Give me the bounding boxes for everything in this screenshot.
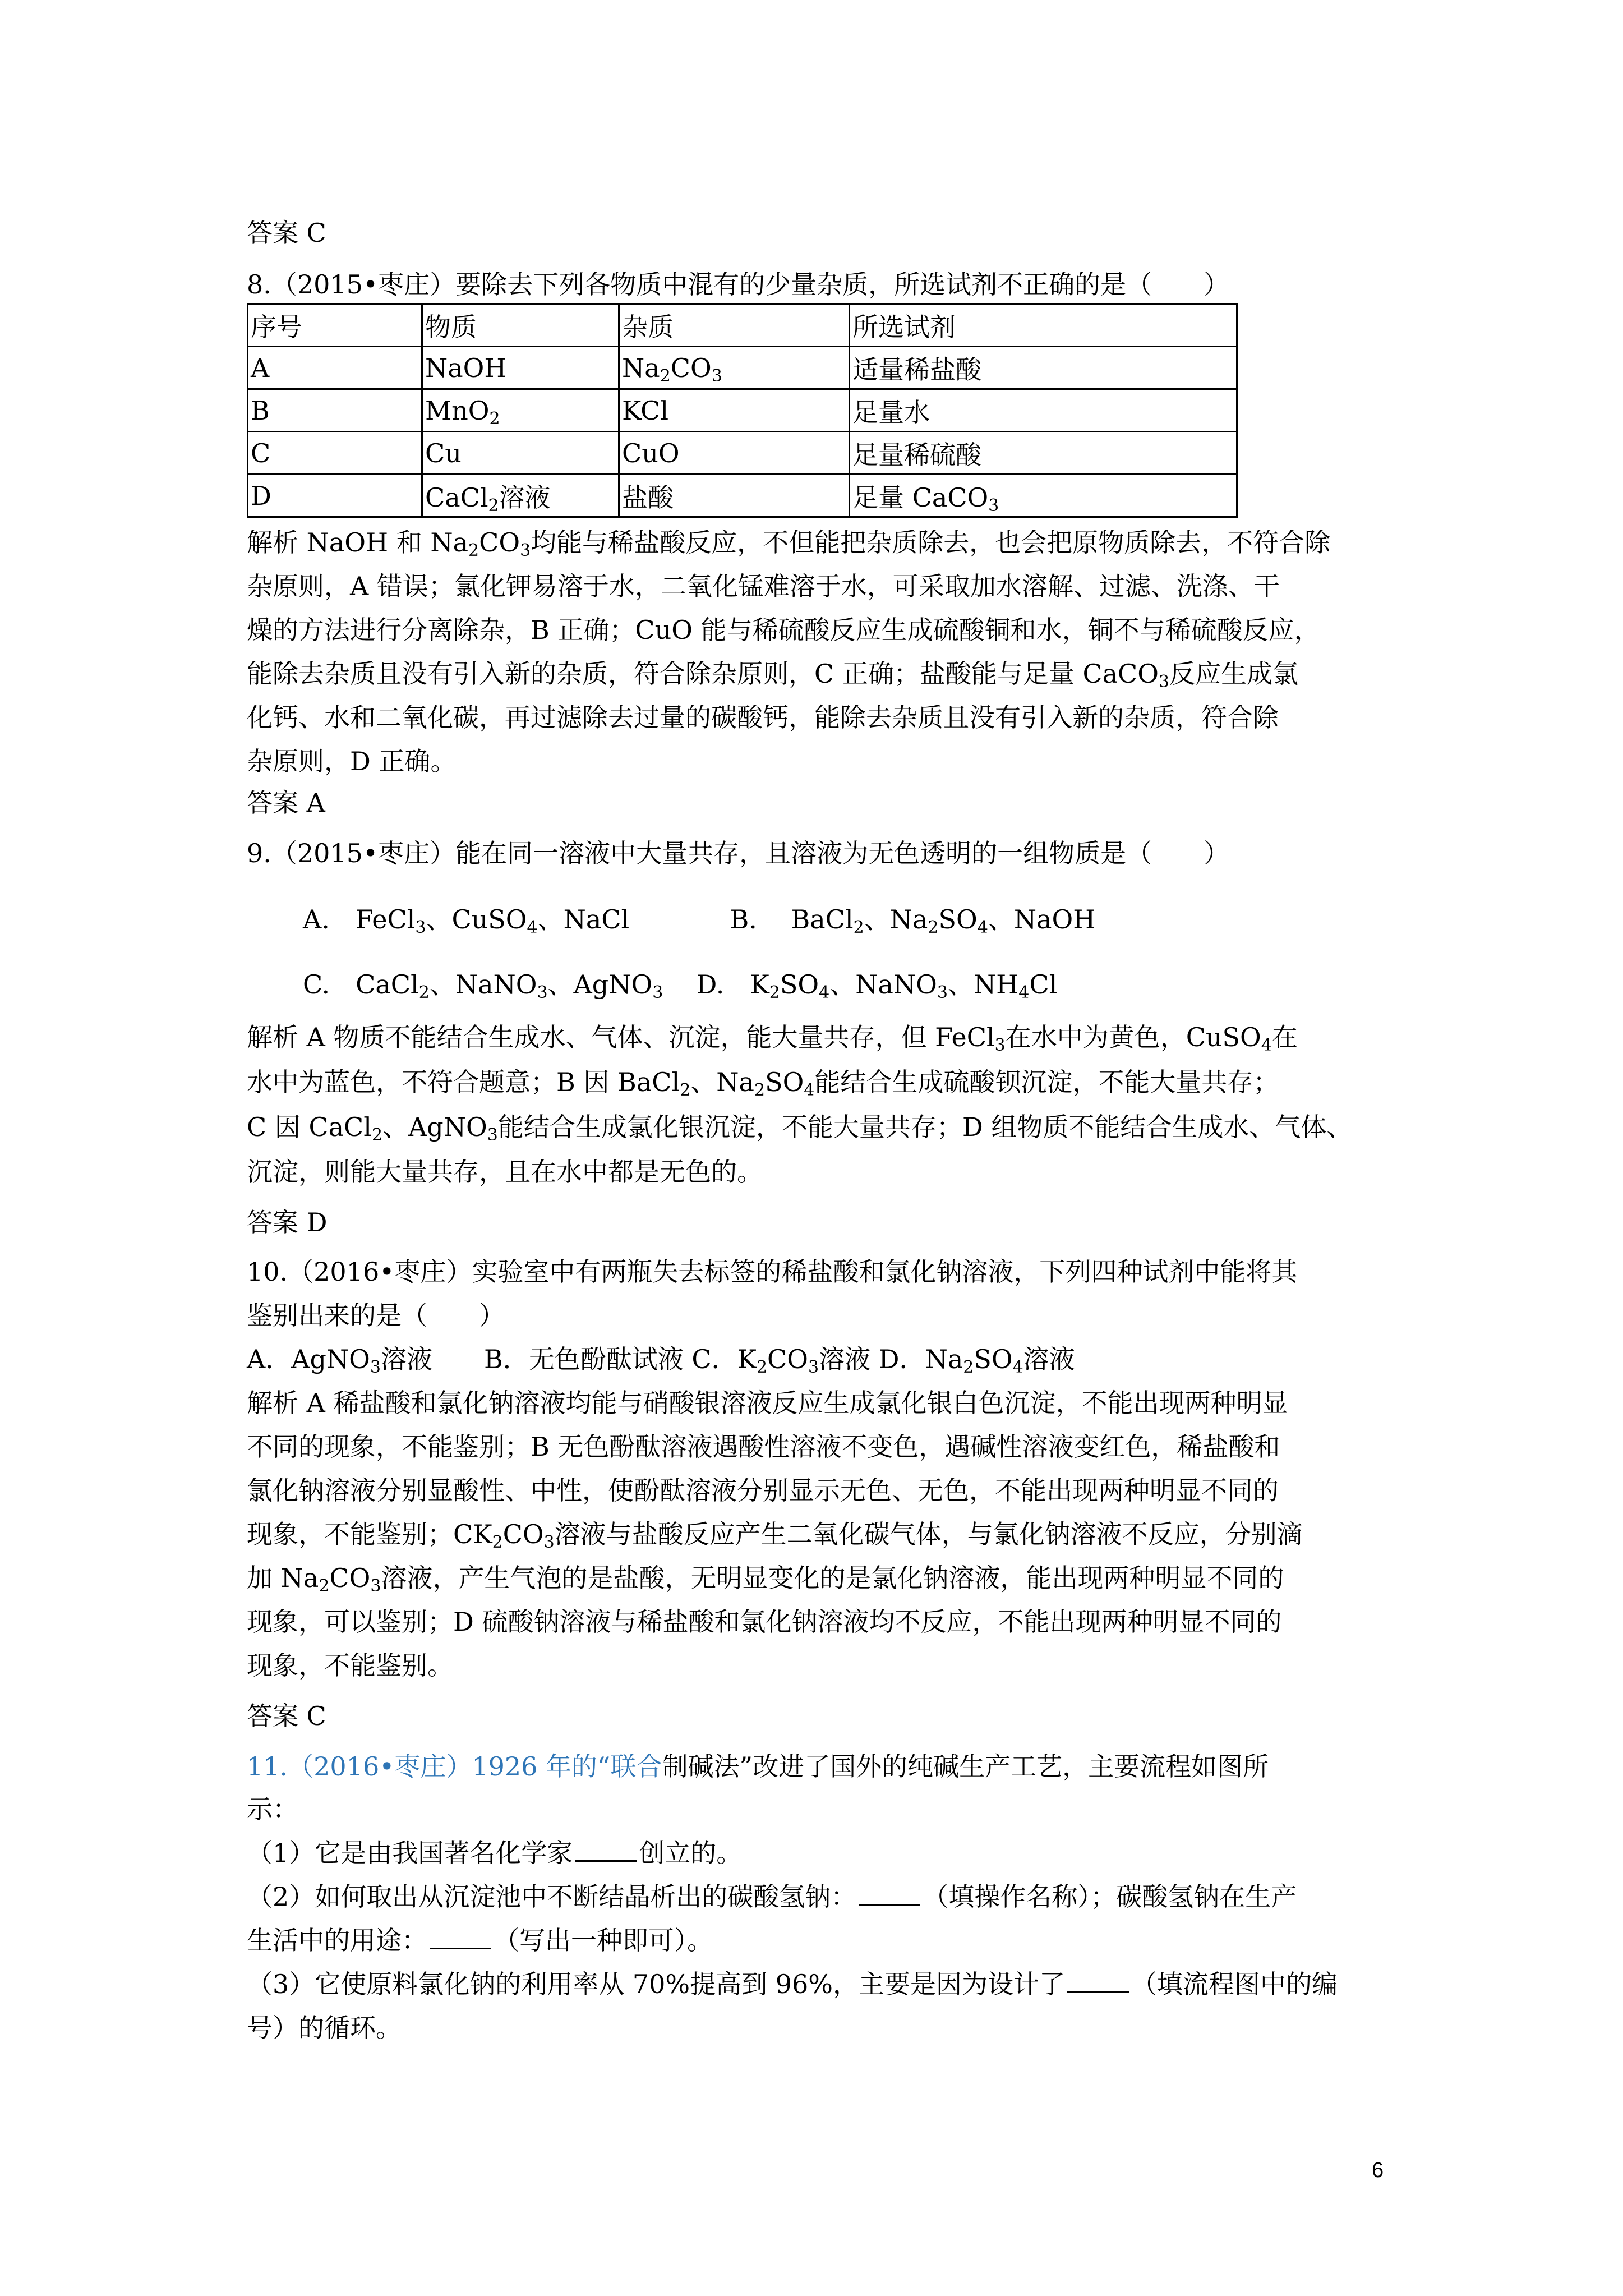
q9-analysis-line [247,1015,1391,1059]
formula-part: 足量 CaCO [852,482,989,513]
q7-answer: 答案 C [247,218,326,248]
answer-blank[interactable] [430,1925,491,1949]
subscript: 3 [537,983,548,1002]
q9-analysis-line: 沉淀，则能大量共存，且在水中都是无色的。 [247,1157,763,1187]
q10-stem-line: 10.（2016•枣庄）实验室中有两瓶失去标签的稀盐酸和氯化钠溶液，下列四种试剂中能将其 [247,1257,1298,1287]
text-run: 11.（2016•枣庄）1926 年的“联合 [247,1751,662,1782]
table-row [248,389,1237,432]
text-run: CO [767,1344,808,1374]
q10-analysis-line: 现象，可以鉴别；D 硫酸钠溶液与稀盐酸和氯化钠溶液均不反应，不能出现两种明显不同的 [247,1607,1282,1637]
formula-part: CaCl [425,482,488,513]
table-row [248,432,1237,475]
text-run: Cl [1029,969,1058,1000]
subscript: 3 [711,366,722,386]
q10-analysis-line [247,1556,1391,1600]
table-row [248,475,1237,517]
table-cell: C [248,432,422,475]
subscript: 2 [853,918,864,937]
text-run: SO [780,969,819,1000]
text-run: 解析 A 物质不能结合生成水、气体、沉淀，能大量共存，但 FeCl [247,1022,995,1052]
text-run: 生活中的用途： [247,1925,427,1955]
subscript: 3 [415,918,426,937]
text-run: （填流程图中的编 [1131,1969,1338,1999]
text-run: 溶液 [1023,1344,1075,1374]
text-run: A. FeCl [303,904,416,935]
subscript: 4 [977,918,988,937]
q11-part3-cont: 号）的循环。 [247,2013,402,2043]
q10-options [247,1337,1391,1381]
q10-analysis-line: 解析 A 稀盐酸和氯化钠溶液均能与硝酸银溶液反应生成氯化银白色沉淀，不能出现两种明显 [247,1388,1288,1418]
formula-part: 溶液 [499,482,551,513]
text-run: 溶液，产生气泡的是盐酸，无明显变化的是氯化钠溶液，能出现两种明显不同的 [381,1563,1284,1593]
q11-part1 [247,1831,1391,1875]
subscript: 3 [543,1533,555,1552]
table-cell: CuO [619,432,850,475]
subscript: 3 [1158,672,1170,692]
text-run: CO [329,1563,371,1593]
text-run: 解析 NaOH 和 Na [247,527,469,558]
formula-part: MnO [425,395,490,426]
subscript: 4 [1012,1358,1023,1377]
text-run: 、NaNO [829,969,937,1000]
q8-analysis-line: 燥的方法进行分离除杂，B 正确；CuO 能与稀硫酸反应生成硫酸铜和水，铜不与稀硫酸反应， [247,615,1320,645]
table-cell [850,475,1237,517]
option-b [730,904,1095,935]
q10-analysis-line: 不同的现象，不能鉴别；B 无色酚酞溶液遇酸性溶液不变色，遇碱性溶液变红色，稀盐酸和 [247,1432,1280,1462]
subscript: 3 [994,1036,1006,1055]
text-run: C 因 CaCl [247,1112,372,1142]
subscript: 3 [370,1358,381,1377]
q11-part3 [247,1962,1391,2006]
q11-part2 [247,1875,1391,1918]
subscript: 2 [769,983,780,1002]
subscript: 2 [468,541,479,560]
q9-stem: 9.（2015•枣庄）能在同一溶液中大量共存，且溶液为无色透明的一组物质是（ ） [247,838,1230,868]
text-run: 、NaOH [988,904,1096,935]
option-c [303,969,663,1000]
option-d [697,969,1058,1000]
q8-analysis-line: 杂原则，D 正确。 [247,746,457,776]
q10-analysis-line: 氯化钠溶液分别显酸性、中性，使酚酞溶液分别显示无色、无色，不能出现两种明显不同的 [247,1475,1279,1506]
table-cell [422,389,619,432]
q9-analysis-line [247,1060,1391,1104]
answer-blank[interactable] [859,1881,920,1906]
q10-analysis-line [247,1512,1391,1556]
table-header-row [248,304,1237,347]
table-header-cell: 序号 [248,304,422,347]
subscript: 4 [527,918,538,937]
q8-analysis-line: 杂原则，A 错误；氯化钾易溶于水，二氧化锰难溶于水，可采取加水溶解、过滤、洗涤、干 [247,571,1280,601]
text-run: 制碱法”改进了国外的纯碱生产工艺，主要流程如图所 [662,1751,1269,1782]
subscript: 2 [963,1358,974,1377]
text-run: 溶液 B．无色酚酞试液 C．K [380,1344,757,1374]
subscript: 2 [660,366,671,386]
q8-analysis-line [247,521,1391,564]
q10-answer: 答案 C [247,1701,326,1731]
subscript: 2 [319,1576,330,1596]
text-run: 在水中为黄色，CuSO [1005,1022,1261,1052]
subscript: 3 [652,983,663,1002]
text-run: 、AgNO [547,969,653,1000]
subscript: 3 [520,541,531,560]
table-cell: NaOH [422,347,619,389]
q8-table [247,303,1238,518]
table-cell: B [248,389,422,432]
text-run: 加 Na [247,1563,319,1593]
text-run: （1）它是由我国著名化学家 [247,1838,573,1868]
q9-analysis-line [247,1105,1391,1149]
subscript: 3 [487,1125,498,1145]
subscript: 3 [808,1358,819,1377]
subscript: 3 [988,495,999,516]
text-run: 、Na [690,1067,754,1097]
text-run: 能结合生成硫酸钡沉淀，不能大量共存； [814,1067,1279,1097]
subscript: 4 [1018,983,1030,1002]
table-row [248,347,1237,389]
text-run: 、Na [864,904,928,935]
text-run: 、NaNO [429,969,537,1000]
q8-stem: 8.（2015•枣庄）要除去下列各物质中混有的少量杂质，所选试剂不正确的是（ ） [247,269,1230,300]
text-run: CO [479,527,520,558]
subscript: 4 [819,983,830,1002]
option-a [303,904,629,935]
formula-part: CO [670,352,712,383]
table-cell: KCl [619,389,850,432]
text-run: A．AgNO [247,1344,370,1374]
text-run: 、NaCl [537,904,630,935]
table-cell: Cu [422,432,619,475]
table-cell: 盐酸 [619,475,850,517]
q8-analysis-line [247,652,1391,696]
text-run: （写出一种即可）。 [494,1925,713,1955]
text-run: SO [938,904,978,935]
text-run: 、AgNO [382,1112,487,1142]
answer-blank[interactable] [1067,1969,1129,1993]
q11-part2-cont [247,1918,1391,1962]
text-run: 现象，不能鉴别；CK [247,1519,492,1549]
subscript: 3 [370,1576,381,1596]
text-run: 溶液与盐酸反应产生二氧化碳气体，与氯化钠溶液不反应，分别滴 [554,1519,1303,1549]
table-cell: A [248,347,422,389]
q11-stem-line: 示： [247,1794,298,1824]
text-run: （3）它使原料氯化钠的利用率从 70%提高到 96%，主要是因为设计了 [247,1969,1065,1999]
text-run: 能除去杂质且没有引入新的杂质，符合除杂原则，C 正确；盐酸能与足量 CaCO [247,659,1159,689]
table-cell: 适量稀盐酸 [850,347,1237,389]
q9-options-ab [303,898,1447,941]
text-run: SO [765,1067,804,1097]
text-run: 均能与稀盐酸反应，不但能把杂质除去，也会把原物质除去，不符合除 [531,527,1331,558]
table-cell [422,475,619,517]
q8-analysis-line: 化钙、水和二氧化碳，再过滤除去过量的碳酸钙，能除去杂质且没有引入新的杂质，符合除 [247,702,1279,733]
table-cell: D [248,475,422,517]
table-cell [619,347,850,389]
text-run: 、NH [947,969,1019,1000]
table-header-cell: 杂质 [619,304,850,347]
text-run: D. K [696,969,769,1000]
q8-answer: 答案 A [247,788,325,818]
table-header-cell: 所选试剂 [850,304,1237,347]
subscript: 2 [492,1533,503,1552]
text-run: 反应生成氯 [1169,659,1299,689]
text-run: CO [502,1519,544,1549]
text-run: 水中为蓝色，不符合题意；B 因 BaCl [247,1067,680,1097]
q11-stem-line [247,1745,1391,1788]
q9-options-cd [303,963,1447,1006]
text-run: 、CuSO [426,904,527,935]
text-run: 在 [1271,1022,1298,1052]
text-run: 能结合生成氯化银沉淀，不能大量共存；D 组物质不能结合生成水、气体、 [497,1112,1353,1142]
q10-analysis-line: 现象，不能鉴别。 [247,1650,453,1681]
text-run: （2）如何取出从沉淀池中不断结晶析出的碳酸氢钠： [247,1881,857,1912]
table-cell: 足量稀硫酸 [850,432,1237,475]
subscript: 4 [804,1080,815,1100]
text-run: （填操作名称）；碳酸氢钠在生产 [923,1881,1297,1912]
subscript: 2 [488,495,499,516]
page-number: 6 [1372,2159,1384,2182]
text-run: B. BaCl [730,904,854,935]
text-run: SO [974,1344,1013,1374]
table-header-cell: 物质 [422,304,619,347]
subscript: 2 [754,1080,766,1100]
table-cell: 足量水 [850,389,1237,432]
q9-answer: 答案 D [247,1207,328,1237]
subscript: 4 [1261,1036,1272,1055]
subscript: 2 [928,918,939,937]
subscript: 2 [418,983,430,1002]
subscript: 3 [937,983,948,1002]
text-run: C. CaCl [303,969,419,1000]
text-run: 溶液 D．Na [819,1344,963,1374]
q10-stem-line: 鉴别出来的是（ ） [247,1300,505,1331]
subscript: 2 [489,408,500,429]
answer-blank[interactable] [575,1838,637,1862]
formula-part: Na [622,352,660,383]
subscript: 2 [756,1358,768,1377]
subscript: 2 [371,1125,383,1145]
text-run: 创立的。 [639,1838,743,1868]
subscript: 2 [680,1080,691,1100]
